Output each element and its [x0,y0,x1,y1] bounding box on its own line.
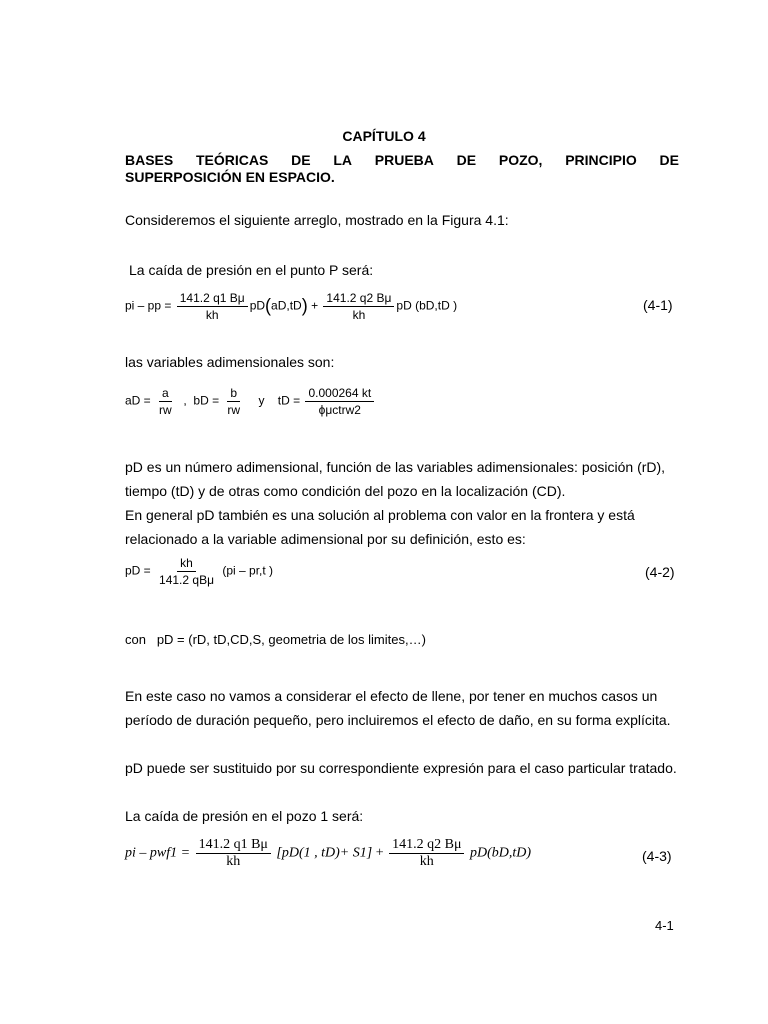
eq41-lhs: pi – pp = [125,298,172,313]
eq41-number: (4-1) [643,297,673,313]
paragraph-pd-solution: En general pD también es una solución al problema con valor en la frontera y está relacionado a la variable adimensional por su definición, esto es: [125,507,635,547]
equation-4-2: pD = $\frac{kh}{\text{141.2 qBμ}}$ (pi – pr,t ) [125,556,274,587]
section-heading [125,152,679,186]
eq41-fraction-2: $\frac{141.2 q2 B\mu}{kh}$ [323,291,394,322]
intro-paragraph: Consideremos el siguiente arreglo, mostrado en la Figura 4.1: [125,212,509,228]
eq43-number: (4-3) [642,848,672,864]
pressure-drop-intro: La caída de presión en el punto P será: [129,262,374,278]
paragraph-pd-definition: pD es un número adimensional, función de las variables adimensionales: posición (rD), tiempo (tD) y de otras como condición del pozo en la localización (CD). [125,459,666,499]
heading-line-1: BASES TEÓRICAS DE LA PRUEBA DE POZO, PRINCIPIO DE [125,152,679,168]
equation-4-3: pi – pwf1 = $\frac{141.2 q1 B\mu}{kh}$ [pD(1 , tD)+ S1] + $\frac{141.2 q2 B\mu}{kh}$ pD(bD,tD) [125,837,531,869]
paragraph-substitution: pD puede ser sustituido por su correspondiente expresión para el caso particular tratado. [125,760,677,776]
paragraph-llene: En este caso no vamos a considerar el efecto de llene, por tener en muchos casos un período de duración pequeño, pero incluiremos el efecto de daño, en su forma explícita. [125,688,671,728]
paragraph-pozo-1: La caída de presión en el pozo 1 será: [125,808,364,824]
chapter-title: CAPÍTULO 4 [342,128,426,144]
dimensionless-intro: las variables adimensionales son: [125,354,335,370]
eq42-number: (4-2) [645,564,675,580]
con-line: con pD = (rD, tD,CD,S, geometria de los limites,…) [125,632,426,647]
equation-4-1: pi – pp = $\frac{141.2 q1 B\mu}{kh}$ pD(aD,tD) + $\frac{141.2 q2 B\mu}{kh}$ pD (bD,tD ) [125,291,458,322]
page-number: 4-1 [655,918,674,933]
dimensionless-variables: aD = $\frac{a}{rw}$ , bD = $\frac{b}{rw}$ y tD = $\frac{0.000264 kt}{\text{ϕμctrw2}}$ [125,386,376,417]
eq41-fraction-1: $\frac{141.2 q1 B\mu}{kh}$ [177,291,248,322]
heading-line-2: SUPERPOSICIÓN EN ESPACIO. [125,169,335,185]
